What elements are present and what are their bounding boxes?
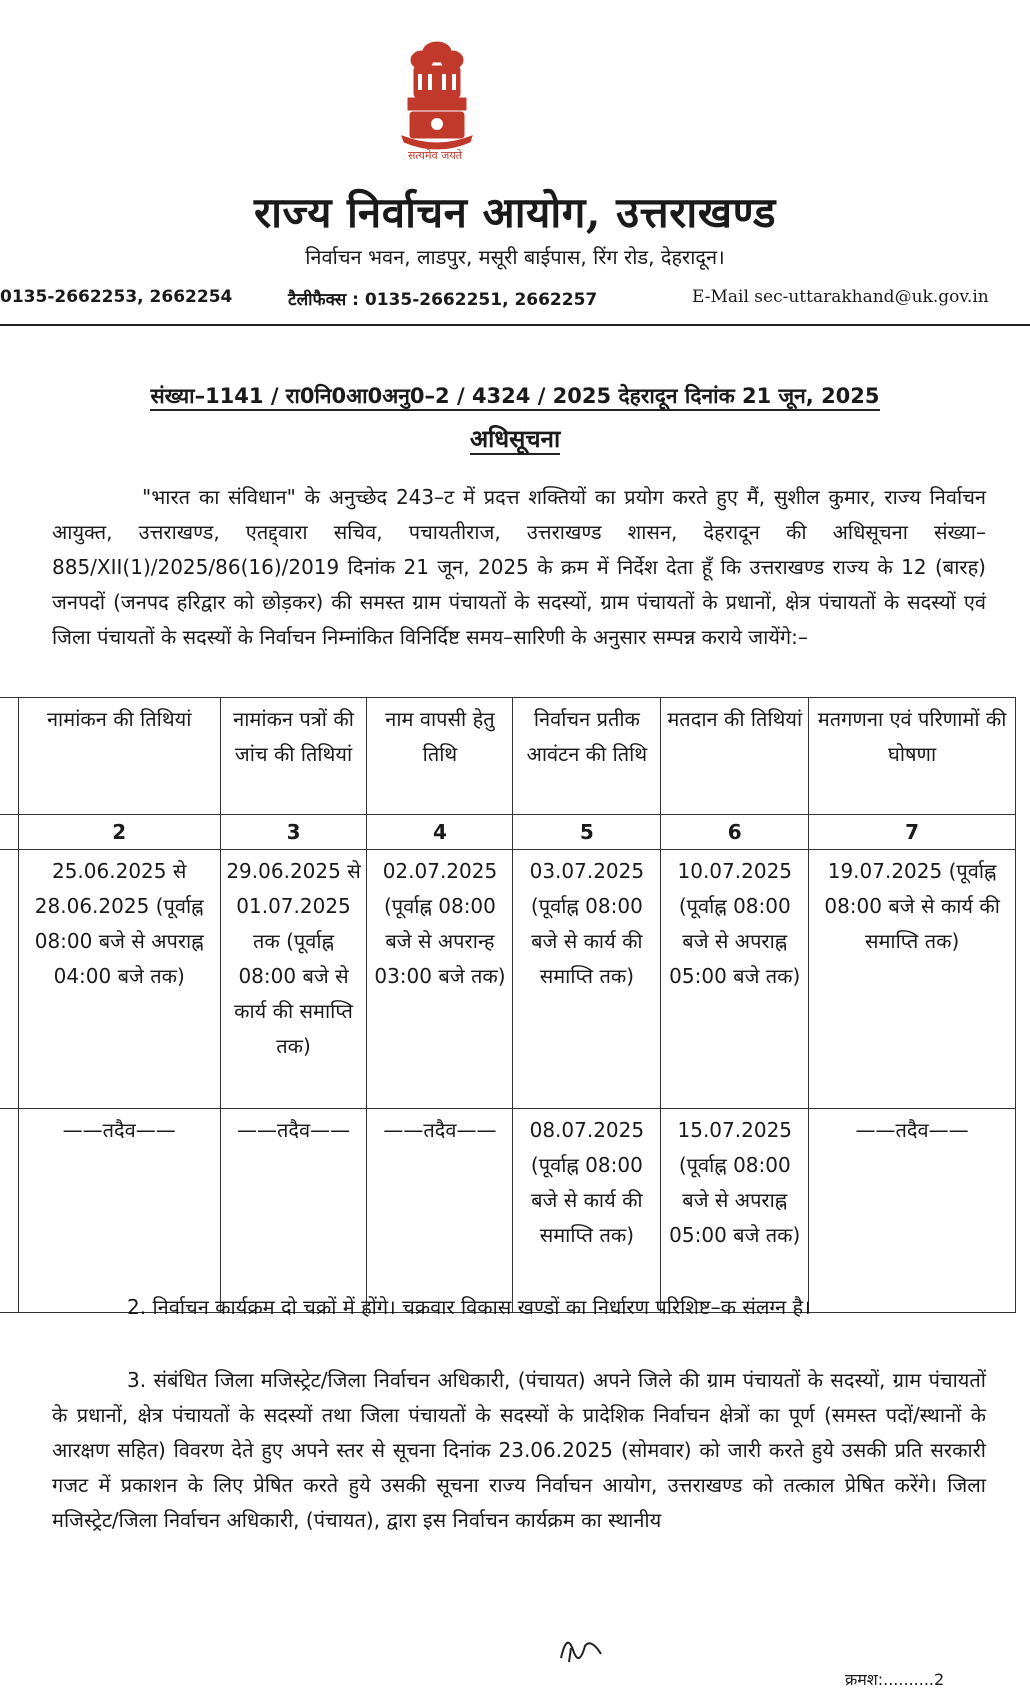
- table-header-cell: नामांकन पत्रों की जांच की तिथियां: [220, 698, 367, 815]
- table-cell: 6: [661, 815, 809, 850]
- table-cell: 19.07.2025 (पूर्वाह्न 08:00 बजे से कार्य की समाप्ति तक): [809, 850, 1016, 1109]
- table-cell: [0, 815, 18, 850]
- notification-heading: [0, 422, 1030, 455]
- election-schedule-table: [0, 697, 1016, 1313]
- table-row: [0, 1109, 1016, 1313]
- table-header-cell: नाम वापसी हेतु तिथि: [367, 698, 513, 815]
- table-cell: [0, 1109, 18, 1313]
- contact-row: [0, 287, 1030, 315]
- table-cell: 3: [220, 815, 367, 850]
- table-cell: 02.07.2025 (पूर्वाह्न 08:00 बजे से अपरान्ह 03:00 बजे तक): [367, 850, 513, 1109]
- table-cell: 25.06.2025 से 28.06.2025 (पूर्वाह्न 08:00 बजे से अपराह्न 04:00 बजे तक): [18, 850, 220, 1109]
- table-cell: ——तदैव——: [367, 1109, 513, 1313]
- table-header-cell: नामांकन की तिथियां: [18, 698, 220, 815]
- organization-address: निर्वाचन भवन, लाडपुर, मसूरी बाईपास, रिंग रोड, देहरादून।: [305, 245, 725, 269]
- table-cell: ——तदैव——: [220, 1109, 367, 1313]
- table-cell: 7: [809, 815, 1016, 850]
- table-cell: [0, 850, 18, 1109]
- table-cell: 29.06.2025 से 01.07.2025 तक (पूर्वाह्न 08:00 बजे से कार्य की समाप्ति तक): [220, 850, 367, 1109]
- national-emblem-icon: [392, 38, 482, 166]
- table-cell: 5: [513, 815, 661, 850]
- paragraph-1: "भारत का संविधान" के अनुच्छेद 243–ट में प्रदत्त शक्तियों का प्रयोग करते हुए मैं, सुशील कुमार, राज्य निर्वाचन आयुक्त, उत्तराखण्ड, एतद्द्वारा सचिव, पचायतीराज, उत्तराखण्ड शासन, देहरादून की अधिसूचना संख्या–885/XII(1)/2025/86(16)/2019 दिनांक 21 जून, 2025 के क्रम में निर्देश देता हूँ कि उत्तराखण्ड राज्य के 12 (बारह) जनपदों (जनपद हरिद्वार को छोड़कर) की समस्त ग्राम पंचायतों के सदस्यों, ग्राम पंचायतों के प्रधानों, क्षेत्र पंचायतों के सदस्यों एवं जिला पंचायतों के सदस्यों के निर्वाचन निम्नांकित विनिर्दिष्ट समय–सारिणी के अनुसार सम्पन्न कराये जायेंगे:–: [52, 485, 986, 649]
- phone-numbers: 0135-2662253, 2662254: [0, 287, 233, 307]
- table-cell: 03.07.2025 (पूर्वाह्न 08:00 बजे से कार्य की समाप्ति तक): [513, 850, 661, 1109]
- table-row: [0, 850, 1016, 1109]
- organization-title: राज्य निर्वाचन आयोग, उत्तराखण्ड: [253, 188, 776, 237]
- signature-mark-icon: [557, 1628, 605, 1668]
- table-cell: ——तदैव——: [809, 1109, 1016, 1313]
- table-cell: 2: [18, 815, 220, 850]
- table-cell: 15.07.2025 (पूर्वाह्न 08:00 बजे से अपराह्न 05:00 बजे तक): [661, 1109, 809, 1313]
- table-cell: 4: [367, 815, 513, 850]
- emblem-motto: सत्यमेव जयते: [407, 149, 462, 162]
- continued-marker: क्रमश:..........2: [845, 1670, 945, 1689]
- reference-number: संख्या–1141 / रा0नि0आ0अनु0–2 / 4324 / 2025 देहरादून दिनांक 21 जून, 2025: [150, 384, 879, 411]
- header-divider: [0, 324, 1030, 326]
- table-header-cell: मतदान की तिथियां: [661, 698, 809, 815]
- table-header-row: [0, 698, 1016, 815]
- reference-line: [0, 382, 1030, 410]
- table-header-cell: [0, 698, 18, 815]
- table-cell: ——तदैव——: [18, 1109, 220, 1313]
- table-cell: 10.07.2025 (पूर्वाह्न 08:00 बजे से अपराह्न 05:00 बजे तक): [661, 850, 809, 1109]
- table-header-cell: निर्वाचन प्रतीक आवंटन की तिथि: [513, 698, 661, 815]
- telefax-numbers: टैलीफैक्स : 0135-2662251, 2662257: [288, 290, 598, 310]
- paragraph-3: 3. संबंधित जिला मजिस्ट्रेट/जिला निर्वाचन अधिकारी, (पंचायत) अपने जिले की ग्राम पंचायतों के सदस्यों, ग्राम पंचायतों के प्रधानों, क्षेत्र पंचायतों के सदस्यों तथा जिला पंचायतों के सदस्यों के प्रादेशिक निर्वाचन क्षेत्रों का पूर्ण (समस्त पदों/स्थानों के आरक्षण सहित) विवरण देते हुए अपने स्तर से सूचना दिनांक 23.06.2025 (सोमवार) को जारी करते हुये उसकी प्रति सरकारी गजट में प्रकाशन के लिए प्रेषित करते हुये उसकी सूचना राज्य निर्वाचन आयोग, उत्तराखण्ड को तत्काल प्रेषित करेंगे। जिला मजिस्ट्रेट/जिला निर्वाचन अधिकारी, (पंचायत), द्वारा इस निर्वाचन कार्यक्रम का स्थानीय: [52, 1368, 986, 1532]
- table-header-cell: मतगणना एवं परिणामों की घोषणा: [809, 698, 1016, 815]
- notification-heading-text: अधिसूचना: [469, 425, 561, 453]
- email-address: E-Mail sec-uttarakhand@uk.gov.in: [692, 287, 989, 307]
- paragraph-2: 2. निर्वाचन कार्यक्रम दो चक्रों में होंगे। चक्रवार विकास खण्डों का निर्धारण परिशिष्ट–क संलग्न है।: [127, 1295, 811, 1319]
- table-cell: 08.07.2025 (पूर्वाह्न 08:00 बजे से कार्य की समाप्ति तक): [513, 1109, 661, 1313]
- table-number-row: [0, 815, 1016, 850]
